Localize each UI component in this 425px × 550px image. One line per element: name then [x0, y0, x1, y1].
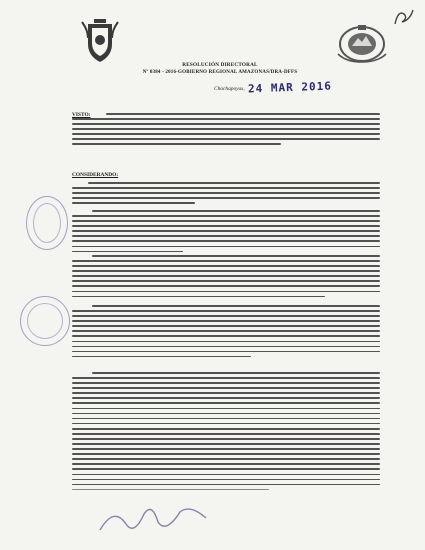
handwritten-corner-mark-icon: [392, 6, 416, 28]
considerando-paragraph-2: [72, 210, 380, 256]
official-seal-stamp: [26, 196, 68, 250]
considerando-heading: CONSIDERANDO:: [72, 172, 119, 178]
considerando-paragraph-4: [72, 305, 380, 361]
visto-heading: VISTO:: [72, 112, 91, 118]
resolution-title: RESOLUCIÓN DIRECTORAL: [182, 62, 258, 68]
city-date-label: Chachapoyas,: [214, 86, 245, 92]
visto-paragraph: [72, 113, 380, 149]
resolution-number: Nº 0384 - 2016-GOBIERNO REGIONAL AMAZONAS/DRA-DFFS: [142, 70, 298, 75]
date-stamp: 24 MAR 2016: [247, 79, 333, 96]
resolution-title-block: [120, 62, 320, 76]
official-seal-stamp: [20, 296, 70, 346]
regional-shield-emblem-icon: [80, 18, 120, 64]
amazonas-coat-of-arms-emblem-icon: [336, 24, 388, 64]
considerando-paragraph-5: [72, 372, 380, 494]
considerando-paragraph-1: [72, 182, 380, 207]
handwritten-signature-icon: [96, 500, 216, 540]
considerando-paragraph-3: [72, 255, 380, 301]
